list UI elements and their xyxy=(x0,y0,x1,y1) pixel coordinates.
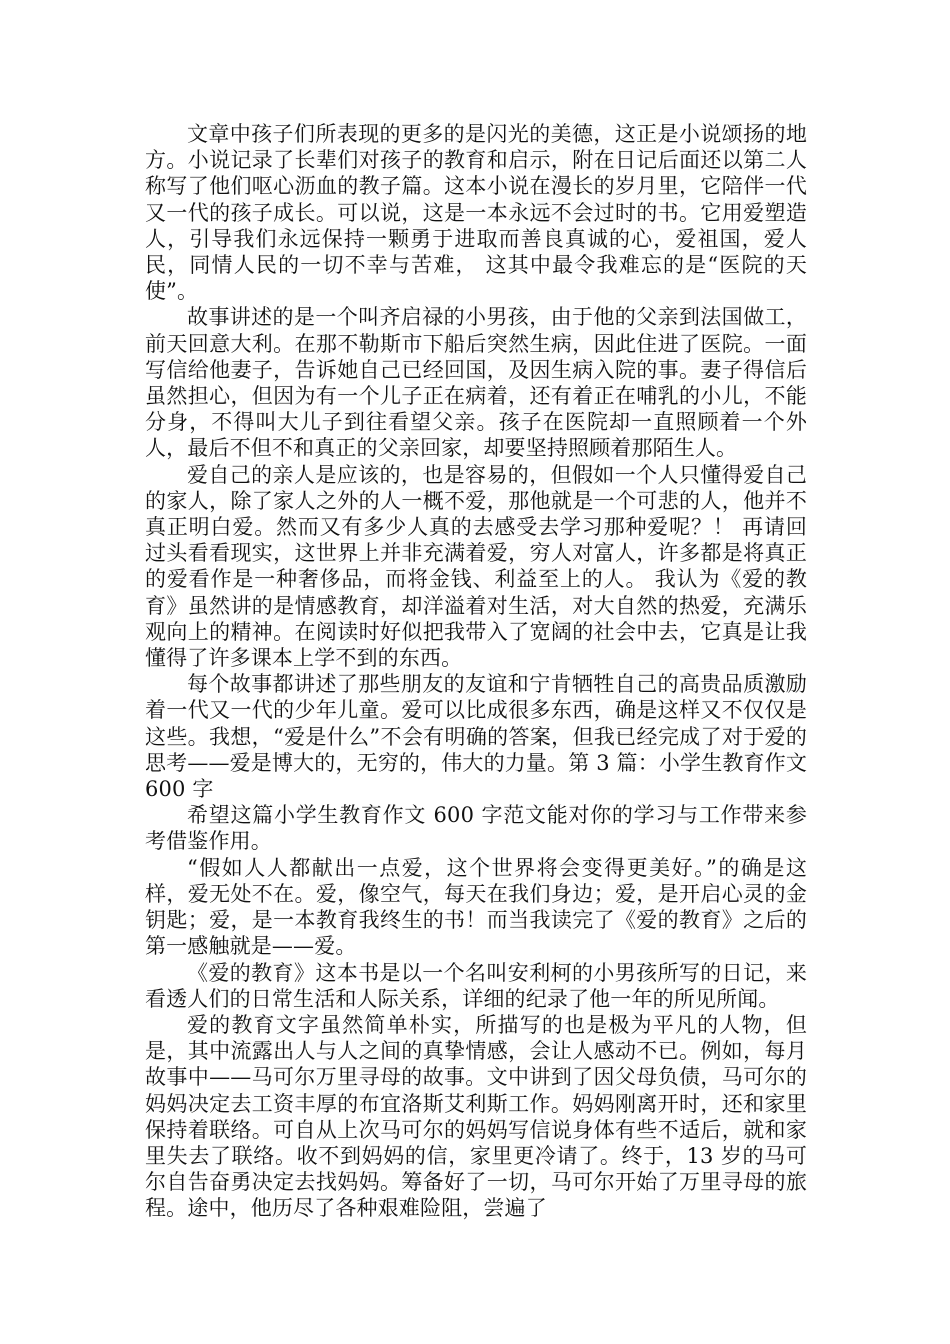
paragraph-2: 故事讲述的是一个叫齐启禄的小男孩，由于他的父亲到法国做工，前天回意大利。在那不勒斯市下船后突然生病，因此住进了医院。一面写信给他妻子，告诉她自己已经回国，及因生病入院的事。妻子得信后虽然担心，但因为有一个儿子正在病着，还有着正在哺乳的小儿，不能分身，不得叫大儿子到往看望父亲。孩子在医院却一直照顾着一个外人，最后不但不和真正的父亲回家，却要坚持照顾着那陌生人。 xyxy=(145,305,807,461)
paragraph-5: 希望这篇小学生教育作文 600 字范文能对你的学习与工作带来参考借鉴作用。 xyxy=(145,803,807,854)
paragraph-4: 每个故事都讲述了那些朋友的友谊和宁肯牺牲自己的高贵品质激励着一代又一代的少年儿童。爱可以比成很多东西，确是这样又不仅仅是这些。我想，“爱是什么”不会有明确的答案，但我已经完成了对于爱的思考——爱是博大的，无穷的，伟大的力量。第 3 篇：小学生教育作文 600 字 xyxy=(145,672,807,802)
paragraph-7: 《爱的教育》这本书是以一个名叫安利柯的小男孩所写的日记，来看透人们的日常生活和人际关系，详细的纪录了他一年的所见所闻。 xyxy=(145,960,807,1011)
paragraph-8: 爱的教育文字虽然简单朴实，所描写的也是极为平凡的人物，但是，其中流露出人与人之间的真挚情感，会让人感动不已。例如，每月故事中——马可尔万里寻母的故事。文中讲到了因父母负债，马可尔的妈妈决定去工资丰厚的布宜洛斯艾利斯工作。妈妈刚离开时，还和家里保持着联络。可自从上次马可尔的妈妈写信说身体有些不适后，就和家里失去了联络。收不到妈妈的信，家里更冷请了。终于，13 岁的马可尔自告奋勇决定去找妈妈。筹备好了一切，马可尔开始了万里寻母的旅程。途中，他历尽了各种艰难险阻，尝遍了 xyxy=(145,1012,807,1221)
paragraph-3: 爱自己的亲人是应该的，也是容易的，但假如一个人只懂得爱自己的家人，除了家人之外的人一概不爱，那他就是一个可悲的人，他并不真正明白爱。然而又有多少人真的去感受去学习那种爱呢？！ 再请回过头看看现实，这世界上并非充满着爱，穷人对富人，许多都是将真正的爱看作是一种奢侈品，而将金钱、利益至上的人。 我认为《爱的教育》虽然讲的是情感教育，却洋溢着对生活，对大自然的热爱，充满乐观向上的精神。在阅读时好似把我带入了宽阔的社会中去，它真是让我懂得了许多课本上学不到的东西。 xyxy=(145,462,807,671)
paragraph-6: “假如人人都献出一点爱，这个世界将会变得更美好。”的确是这样，爱无处不在。爱，像空气，每天在我们身边；爱，是开启心灵的金钥匙；爱，是一本教育我终生的书！而当我读完了《爱的教育》之后的第一感触就是——爱。 xyxy=(145,855,807,959)
paragraph-1: 文章中孩子们所表现的更多的是闪光的美德，这正是小说颂扬的地方。小说记录了长辈们对孩子的教育和启示，附在日记后面还以第二人称写了他们呕心沥血的教子篇。这本小说在漫长的岁月里，它陪伴一代又一代的孩子成长。可以说，这是一本永远不会过时的书。它用爱塑造人，引导我们永远保持一颗勇于进取而善良真诚的心，爱祖国，爱人民，同情人民的一切不幸与苦难， 这其中最令我难忘的是“医院的天使”。 xyxy=(145,122,807,304)
article-body xyxy=(145,121,807,1222)
